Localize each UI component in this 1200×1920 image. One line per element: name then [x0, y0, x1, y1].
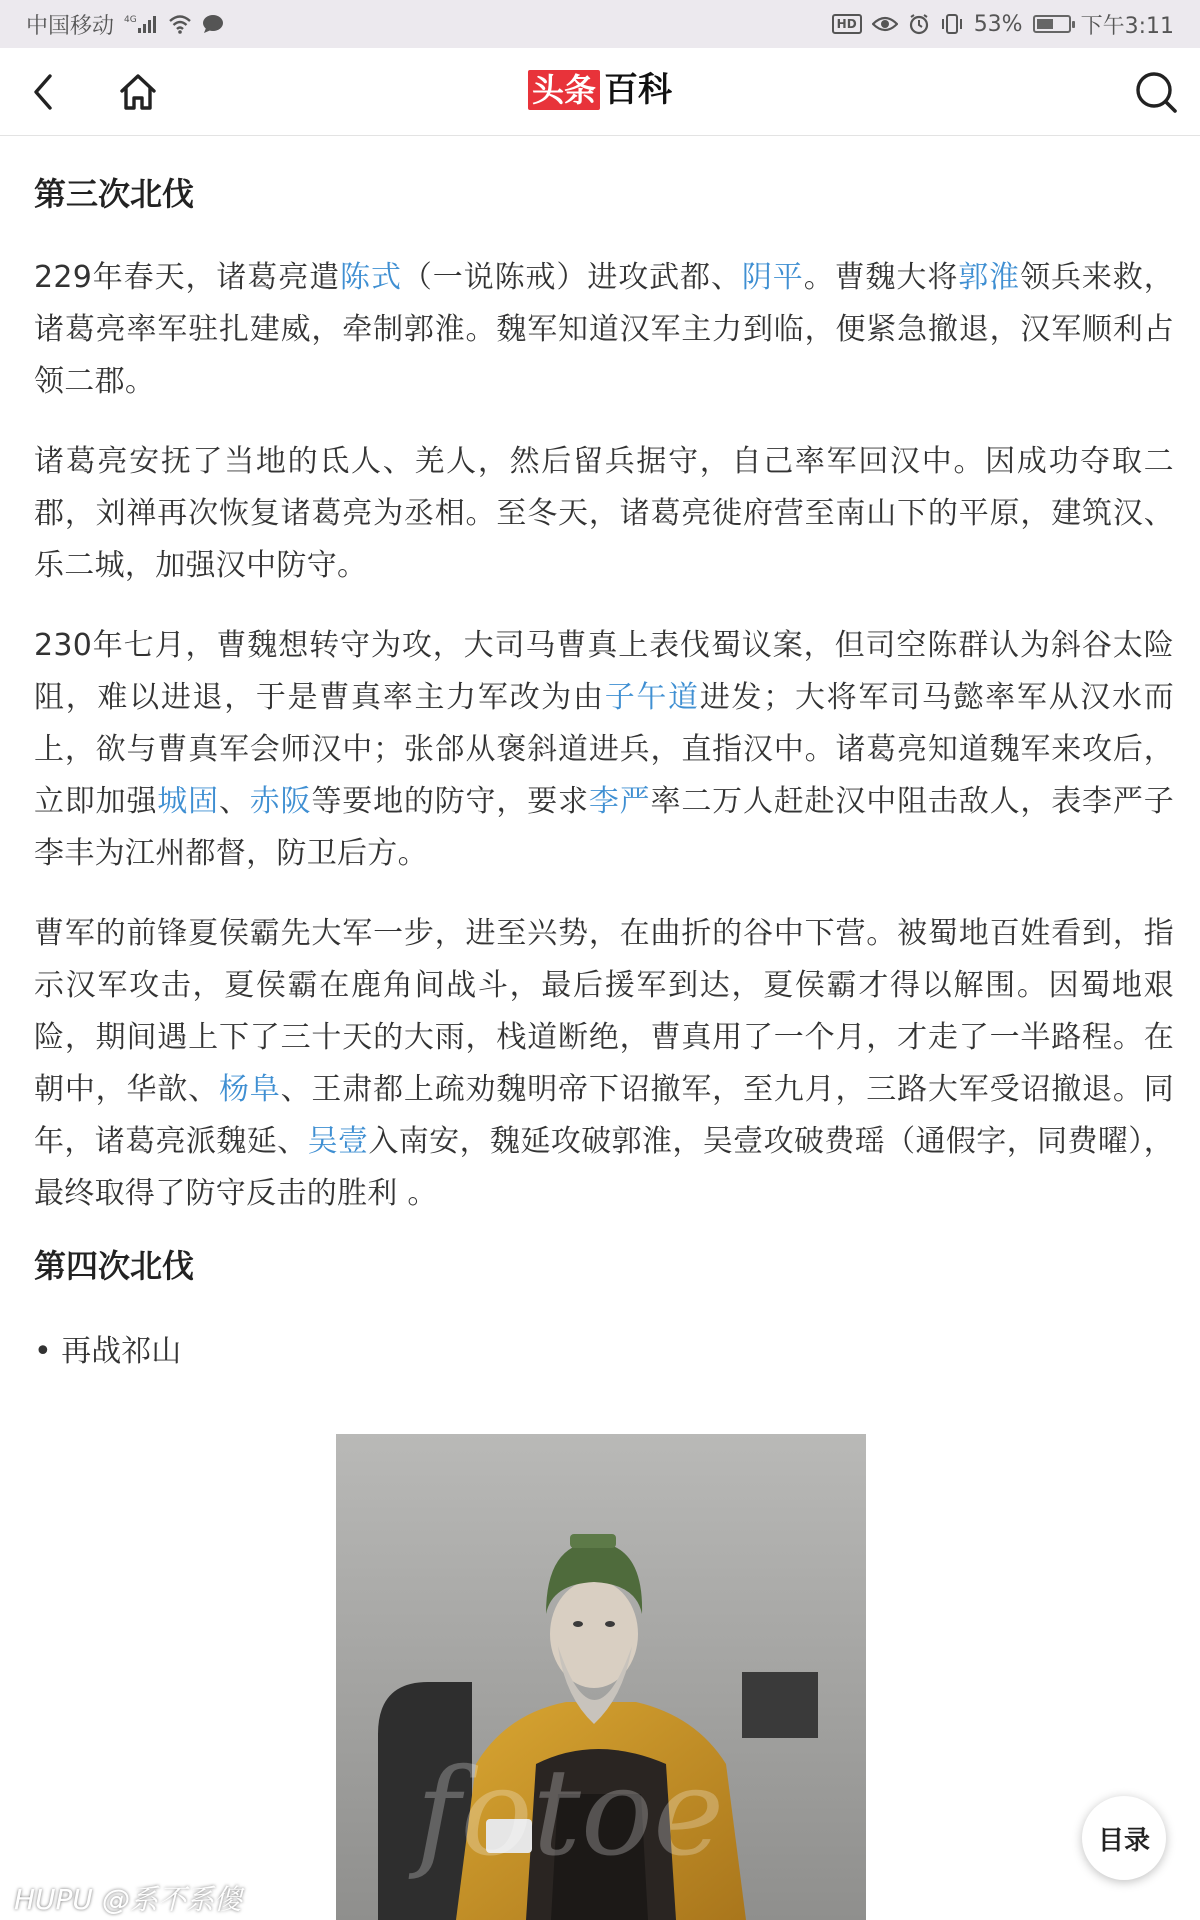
wiki-link[interactable]: 城固: [157, 784, 219, 819]
article-paragraph: [34, 908, 1174, 1220]
paragraph-text: 曹军的前锋夏侯霸先大军一步，进至兴势，在曲折的谷中下营。被蜀地百姓看到，指示汉军攻击，夏侯霸在鹿角间战斗，最后援军到达，夏侯霸才得以解围。因蜀地艰险，期间遇上下了三十天的大雨，栈道断绝，曹真用了一个月，才走了一半路程。在朝中，华歆、: [34, 916, 1174, 1107]
logo-black-text: 百科: [604, 70, 673, 110]
bullet-subheading: • 再战祁山: [34, 1334, 182, 1369]
home-button[interactable]: [108, 62, 168, 122]
back-button[interactable]: [14, 62, 74, 122]
paragraph-text: 、: [218, 784, 250, 819]
status-bar: [0, 0, 1200, 48]
battery-percent: 53%: [973, 11, 1023, 37]
home-icon: [116, 70, 160, 114]
wiki-link[interactable]: 赤阪: [249, 784, 312, 819]
paragraph-text: 、王肃都上疏劝魏明帝下诏撤军，至九月，三路大军受诏撤退。同年，诸葛亮派魏延、: [34, 1072, 1174, 1159]
paragraph-text: 领兵来救，诸葛亮率军驻扎建威，牵制郭淮。魏军知道汉军主力到临，便紧急撤退，汉军顺利占领二郡。: [34, 260, 1175, 399]
article-paragraph: [34, 436, 1174, 592]
nav-bar: [0, 48, 1200, 136]
wiki-link[interactable]: 子午道: [604, 680, 700, 715]
paragraph-text: （一说陈戒）进攻武都、: [401, 260, 742, 295]
eye-icon: [872, 15, 898, 33]
status-left: [26, 9, 224, 40]
status-right: [832, 9, 1174, 40]
article-paragraph: [34, 620, 1174, 880]
article-paragraph: [34, 252, 1174, 408]
wiki-link[interactable]: 杨阜: [218, 1072, 281, 1107]
watermark: HUPU @系不系傻: [14, 1883, 242, 1916]
wiki-link[interactable]: 阴平: [741, 260, 804, 295]
back-icon: [24, 70, 64, 114]
carrier-label: 中国移动: [26, 13, 115, 39]
search-icon: [1133, 69, 1179, 115]
message-icon: [202, 14, 224, 34]
statue-photo-illustration: [336, 1434, 866, 1920]
battery-fill: [1037, 19, 1053, 29]
toc-button[interactable]: 目录: [1082, 1796, 1166, 1880]
svg-text:fotoe: fotoe: [416, 1744, 725, 1883]
section-heading-third-expedition: 第三次北伐: [34, 175, 195, 213]
wiki-link[interactable]: 李严: [588, 784, 651, 819]
clock: 下午3:11: [1080, 13, 1174, 39]
vibrate-icon: [940, 13, 964, 35]
paragraph-text: 诸葛亮安抚了当地的氐人、羌人，然后留兵据守，自己率军回汉中。因成功夺取二郡，刘禅再次恢复诸葛亮为丞相。至冬天，诸葛亮徙府营至南山下的平原，建筑汉、乐二城，加强汉中防守。: [34, 444, 1174, 583]
wifi-icon: [168, 14, 192, 34]
paragraph-text: 进发；大将军司马懿率军从汉水而上，欲与曹真军会师汉中；张郃从褒斜道进兵，直指汉中。诸葛亮知道魏军来攻后，立即加强: [34, 680, 1175, 819]
hd-icon: HD: [832, 14, 862, 34]
paragraph-text: 229年春天，诸葛亮遣: [34, 260, 341, 295]
app-logo: [528, 70, 672, 110]
network-type: 4G: [124, 15, 137, 25]
paragraph-text: 等要地的防守，要求: [311, 784, 589, 819]
article-content: [34, 136, 1174, 1374]
statue-photo[interactable]: [336, 1434, 866, 1920]
wiki-link[interactable]: 陈式: [340, 260, 402, 295]
paragraph-text: 率二万人赶赴汉中阻击敌人，表李严子李丰为江州都督，防卫后方。: [34, 784, 1174, 871]
wiki-link[interactable]: 吴壹: [307, 1124, 369, 1159]
alarm-icon: [908, 13, 930, 35]
wiki-link[interactable]: 郭淮: [958, 260, 1021, 295]
battery-icon: [1033, 15, 1071, 33]
search-button[interactable]: [1126, 62, 1186, 122]
paragraph-text: 230年七月，曹魏想转守为攻，大司马曹真上表伐蜀议案，但司空陈群认为斜谷太险阻，难以进退，于是曹真率主力军改为由: [34, 628, 1174, 715]
signal-icon: [124, 13, 158, 35]
logo-red-text: 头条: [528, 70, 600, 110]
paragraph-text: 。曹魏大将: [803, 260, 959, 295]
paragraph-text: 入南安，魏延攻破郭淮，吴壹攻破费瑶（通假字，同费曜），最终取得了防守反击的胜利 。: [34, 1124, 1174, 1211]
section-heading-fourth-expedition: 第四次北伐: [34, 1247, 195, 1285]
